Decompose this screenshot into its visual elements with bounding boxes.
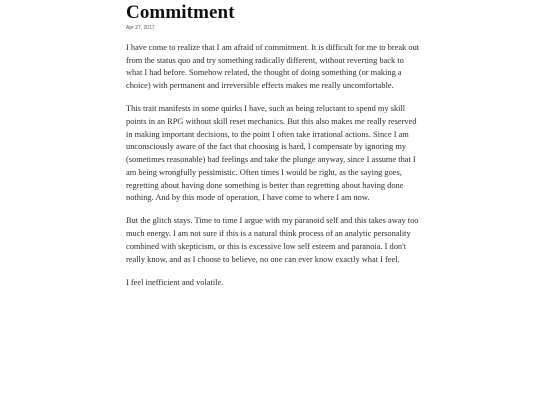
post-paragraph: But the glitch stays. Time to time I argue with my paranoid self and this takes away too much energy. I am not sure if this is a natural think process of an analytic personality combined with skepticism, or this is excessive low self esteem and paranoia. I don't really know, and as I choose to believe, no one can ever know exactly what I feel. bbox=[126, 216, 419, 264]
post-paragraph: I have come to realize that I am afraid of commitment. It is difficult for me to break out from the status quo and try something radically different, without reverting back to what I had before. Somehow related, the thought of doing something (or making a choice) with permanent and irreversible effects makes me really uncomfortable. bbox=[126, 43, 420, 91]
post-title: Commitment bbox=[126, 2, 235, 23]
post-paragraph: I feel inefficient and volatile. bbox=[126, 277, 224, 287]
post-body bbox=[126, 42, 422, 289]
blog-post bbox=[126, 3, 422, 300]
post-date: Apr 27, 2017 bbox=[126, 25, 155, 31]
post-paragraph: This trait manifests in some quirks I have, such as being reluctant to spend my skill points in an RPG without skill reset mechanics. But this also makes me really reserved in making important decisions, to the point I often take irrational actions. Since I am unconsciously aware of the fact that choosing is hard, I compensate by ignoring my (sometimes reasonable) bad feelings and take the plunge anyway, since I assume that I am being wrongfully pessimistic. Often times I would be right, as the saying goes, regretting about having done something is better than regretting about having done nothing. And by this mode of operation, I have come to where I am now. bbox=[126, 104, 417, 203]
